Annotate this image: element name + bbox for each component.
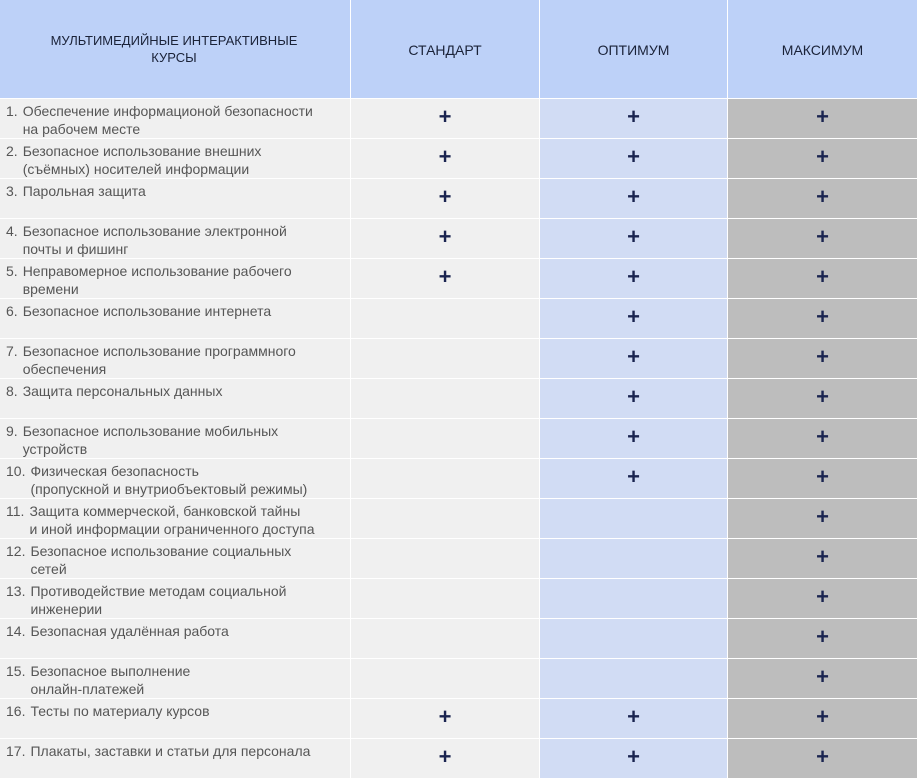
standard-cell [351,299,540,339]
course-number: 7. [6,343,18,359]
maximum-cell [728,259,918,299]
header-optimum: ОПТИМУМ [540,0,728,99]
maximum-included-mark: + [816,344,829,369]
maximum-included-mark: + [816,624,829,649]
course-number: 3. [6,183,18,199]
course-name-cell [0,619,351,659]
course-name: Безопасное использование электронной почты и фишинг [22,223,287,257]
standard-included-mark: + [438,144,452,169]
standard-cell [351,499,540,539]
maximum-included-mark: + [816,184,829,209]
optimum-cell [540,339,728,379]
course-name: Парольная защита [22,183,146,199]
course-number: 10. [6,463,26,479]
course-name-cell [0,259,351,299]
course-name-cell [0,419,351,459]
course-name-cell [0,579,351,619]
standard-cell [351,259,540,299]
course-number: 12. [6,543,26,559]
maximum-included-mark: + [816,464,829,489]
optimum-cell [540,259,728,299]
maximum-cell [728,499,918,539]
optimum-included-mark: + [627,144,640,169]
optimum-included-mark: + [627,744,640,769]
standard-cell [351,539,540,579]
maximum-included-mark: + [816,144,829,169]
maximum-included-mark: + [816,504,829,529]
standard-cell [351,619,540,659]
maximum-included-mark: + [816,744,829,769]
course-number: 15. [6,663,26,679]
course-name: Безопасная удалённая работа [30,623,229,639]
optimum-cell [540,459,728,499]
standard-included-mark: + [438,744,452,769]
standard-cell [351,459,540,499]
course-name: Плакаты, заставки и статьи для персонала [30,743,311,759]
course-name: Безопасное использование социальных сетей [30,543,292,577]
course-name: Тесты по материалу курсов [30,703,210,719]
optimum-included-mark: + [627,264,640,289]
optimum-cell [540,179,728,219]
standard-cell [351,659,540,699]
course-name: Безопасное использование внешних (съёмных) носителей информации [22,143,262,177]
course-name-cell [0,99,351,139]
standard-cell [351,139,540,179]
optimum-cell [540,539,728,579]
course-name: Защита персональных данных [22,383,223,399]
standard-included-mark: + [438,704,452,729]
optimum-cell [540,379,728,419]
course-name-cell [0,739,351,779]
optimum-cell [540,699,728,739]
course-name-cell [0,459,351,499]
course-name-cell [0,219,351,259]
maximum-cell [728,659,918,699]
optimum-included-mark: + [627,224,640,249]
maximum-included-mark: + [816,104,829,129]
maximum-cell [728,219,918,259]
optimum-included-mark: + [627,304,640,329]
standard-cell [351,339,540,379]
standard-cell [351,219,540,259]
course-name: Защита коммерческой, банковской тайны и иной информации ограниченного доступа [29,503,315,537]
standard-included-mark: + [438,224,452,249]
standard-included-mark: + [438,104,452,129]
optimum-cell [540,579,728,619]
maximum-included-mark: + [816,224,829,249]
header-maximum: МАКСИМУМ [728,0,918,99]
course-name-cell [0,139,351,179]
maximum-cell [728,739,918,779]
optimum-cell [540,659,728,699]
maximum-included-mark: + [816,424,829,449]
course-name: Неправомерное использование рабочего времени [22,263,292,297]
course-name-cell [0,659,351,699]
optimum-cell [540,99,728,139]
maximum-cell [728,699,918,739]
maximum-cell [728,579,918,619]
maximum-cell [728,299,918,339]
optimum-included-mark: + [627,424,640,449]
course-name: Безопасное использование мобильных устройств [22,423,279,457]
maximum-cell [728,379,918,419]
course-number: 9. [6,423,18,439]
optimum-included-mark: + [627,344,640,369]
course-number: 8. [6,383,18,399]
standard-cell [351,179,540,219]
optimum-included-mark: + [627,464,640,489]
optimum-cell [540,219,728,259]
course-number: 4. [6,223,18,239]
maximum-included-mark: + [816,584,829,609]
maximum-included-mark: + [816,384,829,409]
course-name-cell [0,499,351,539]
course-number: 14. [6,623,26,639]
course-number: 6. [6,303,18,319]
header-courses: МУЛЬТИМЕДИЙНЫЕ ИНТЕРАКТИВНЫЕ КУРСЫ [0,0,351,99]
optimum-cell [540,619,728,659]
course-number: 11. [6,503,25,519]
course-name: Безопасное использование интернета [22,303,272,319]
course-name-cell [0,179,351,219]
maximum-included-mark: + [816,664,829,689]
optimum-cell [540,419,728,459]
optimum-included-mark: + [627,384,640,409]
maximum-cell [728,179,918,219]
maximum-cell [728,99,918,139]
standard-cell [351,99,540,139]
optimum-cell [540,499,728,539]
course-name: Обеспечение информационой безопасности на рабочем месте [22,103,313,137]
course-number: 13. [6,583,26,599]
maximum-cell [728,619,918,659]
course-number: 17. [6,743,26,759]
optimum-included-mark: + [627,104,640,129]
maximum-cell [728,139,918,179]
optimum-included-mark: + [627,184,640,209]
course-name-cell [0,699,351,739]
standard-cell [351,739,540,779]
maximum-cell [728,539,918,579]
course-name-cell [0,339,351,379]
course-name: Безопасное использование программного обеспечения [22,343,296,377]
maximum-cell [728,419,918,459]
course-name: Физическая безопасность (пропускной и внутриобъектовый режимы) [30,463,308,497]
maximum-cell [728,459,918,499]
maximum-included-mark: + [816,704,829,729]
optimum-cell [540,299,728,339]
standard-included-mark: + [438,184,452,209]
maximum-included-mark: + [816,544,829,569]
maximum-included-mark: + [816,264,829,289]
course-number: 16. [6,703,26,719]
header-standard: СТАНДАРТ [351,0,540,99]
maximum-included-mark: + [816,304,829,329]
course-name-cell [0,379,351,419]
course-name: Противодействие методам социальной инженерии [30,583,287,617]
course-name-cell [0,539,351,579]
optimum-included-mark: + [627,704,640,729]
course-number: 5. [6,263,18,279]
standard-included-mark: + [438,264,452,289]
maximum-cell [728,339,918,379]
standard-cell [351,379,540,419]
course-number: 2. [6,143,18,159]
standard-cell [351,579,540,619]
optimum-cell [540,139,728,179]
standard-cell [351,419,540,459]
standard-cell [351,699,540,739]
course-name-cell [0,299,351,339]
course-number: 1. [6,103,18,119]
optimum-cell [540,739,728,779]
course-name: Безопасное выполнение онлайн-платежей [30,663,191,697]
